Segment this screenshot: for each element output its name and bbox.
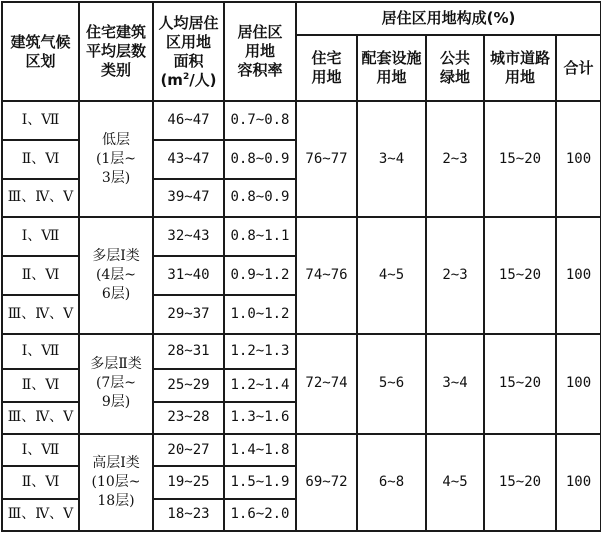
area-cell: 32~43 <box>153 217 224 256</box>
far-cell: 1.4~1.8 <box>224 434 296 466</box>
residential-cell: 69~72 <box>296 434 357 531</box>
facilities-cell: 4~5 <box>357 217 426 333</box>
climate-zone-cell: Ⅲ、Ⅳ、Ⅴ <box>2 499 79 531</box>
header-roads: 城市道路 用地 <box>484 35 556 101</box>
header-green: 公共 绿地 <box>426 35 484 101</box>
area-cell: 18~23 <box>153 499 224 531</box>
roads-cell: 15~20 <box>484 217 556 333</box>
header-residential: 住宅 用地 <box>296 35 357 101</box>
area-cell: 29~37 <box>153 295 224 334</box>
header-row-1 <box>2 2 601 35</box>
roads-cell: 15~20 <box>484 434 556 531</box>
table-row <box>2 217 601 256</box>
far-cell: 1.5~1.9 <box>224 466 296 498</box>
header-per-capita-area-unit: /人) <box>189 70 217 89</box>
residential-cell: 74~76 <box>296 217 357 333</box>
header-far: 居住区 用地 容积率 <box>224 2 296 101</box>
header-total: 合计 <box>556 35 601 101</box>
header-per-capita-area-text: 人均居住 区用地 面积 (m <box>158 13 219 89</box>
far-cell: 0.8~1.1 <box>224 217 296 256</box>
table-row <box>2 101 601 140</box>
building-category-cell: 多层Ⅰ类 (4层~ 6层) <box>79 217 153 333</box>
climate-zone-cell: Ⅰ、Ⅶ <box>2 434 79 466</box>
roads-cell: 15~20 <box>484 334 556 434</box>
green-cell: 2~3 <box>426 217 484 333</box>
climate-zone-cell: Ⅱ、Ⅵ <box>2 369 79 401</box>
far-cell: 1.2~1.3 <box>224 334 296 370</box>
area-cell: 31~40 <box>153 256 224 295</box>
area-cell: 43~47 <box>153 140 224 179</box>
total-cell: 100 <box>556 101 601 217</box>
header-facilities: 配套设施 用地 <box>357 35 426 101</box>
table-row <box>2 434 601 466</box>
green-cell: 2~3 <box>426 101 484 217</box>
area-cell: 23~28 <box>153 402 224 434</box>
far-cell: 1.3~1.6 <box>224 402 296 434</box>
area-cell: 39~47 <box>153 179 224 218</box>
climate-zone-cell: Ⅱ、Ⅵ <box>2 140 79 179</box>
climate-zone-cell: Ⅰ、Ⅶ <box>2 217 79 256</box>
far-cell: 0.8~0.9 <box>224 179 296 218</box>
building-category-cell: 高层Ⅰ类 (10层~ 18层) <box>79 434 153 531</box>
superscript-2: 2 <box>182 71 190 82</box>
facilities-cell: 3~4 <box>357 101 426 217</box>
green-cell: 4~5 <box>426 434 484 531</box>
climate-zone-cell: Ⅰ、Ⅶ <box>2 334 79 370</box>
far-cell: 1.2~1.4 <box>224 369 296 401</box>
table-row <box>2 334 601 370</box>
far-cell: 1.6~2.0 <box>224 499 296 531</box>
total-cell: 100 <box>556 434 601 531</box>
header-composition: 居住区用地构成(%) <box>296 2 601 35</box>
residential-cell: 76~77 <box>296 101 357 217</box>
green-cell: 3~4 <box>426 334 484 434</box>
far-cell: 0.7~0.8 <box>224 101 296 140</box>
residential-cell: 72~74 <box>296 334 357 434</box>
land-use-table <box>1 1 601 532</box>
total-cell: 100 <box>556 217 601 333</box>
total-cell: 100 <box>556 334 601 434</box>
area-cell: 20~27 <box>153 434 224 466</box>
area-cell: 19~25 <box>153 466 224 498</box>
far-cell: 0.8~0.9 <box>224 140 296 179</box>
facilities-cell: 5~6 <box>357 334 426 434</box>
building-category-cell: 低层 (1层~ 3层) <box>79 101 153 217</box>
area-cell: 28~31 <box>153 334 224 370</box>
climate-zone-cell: Ⅰ、Ⅶ <box>2 101 79 140</box>
header-building-type: 住宅建筑 平均层数 类别 <box>79 2 153 101</box>
roads-cell: 15~20 <box>484 101 556 217</box>
header-per-capita-area <box>153 2 224 101</box>
facilities-cell: 6~8 <box>357 434 426 531</box>
climate-zone-cell: Ⅲ、Ⅳ、Ⅴ <box>2 402 79 434</box>
building-category-cell: 多层Ⅱ类 (7层~ 9层) <box>79 334 153 434</box>
far-cell: 0.9~1.2 <box>224 256 296 295</box>
climate-zone-cell: Ⅱ、Ⅵ <box>2 256 79 295</box>
area-cell: 46~47 <box>153 101 224 140</box>
climate-zone-cell: Ⅱ、Ⅵ <box>2 466 79 498</box>
area-cell: 25~29 <box>153 369 224 401</box>
far-cell: 1.0~1.2 <box>224 295 296 334</box>
header-climate-zone: 建筑气候 区划 <box>2 2 79 101</box>
climate-zone-cell: Ⅲ、Ⅳ、Ⅴ <box>2 179 79 218</box>
climate-zone-cell: Ⅲ、Ⅳ、Ⅴ <box>2 295 79 334</box>
